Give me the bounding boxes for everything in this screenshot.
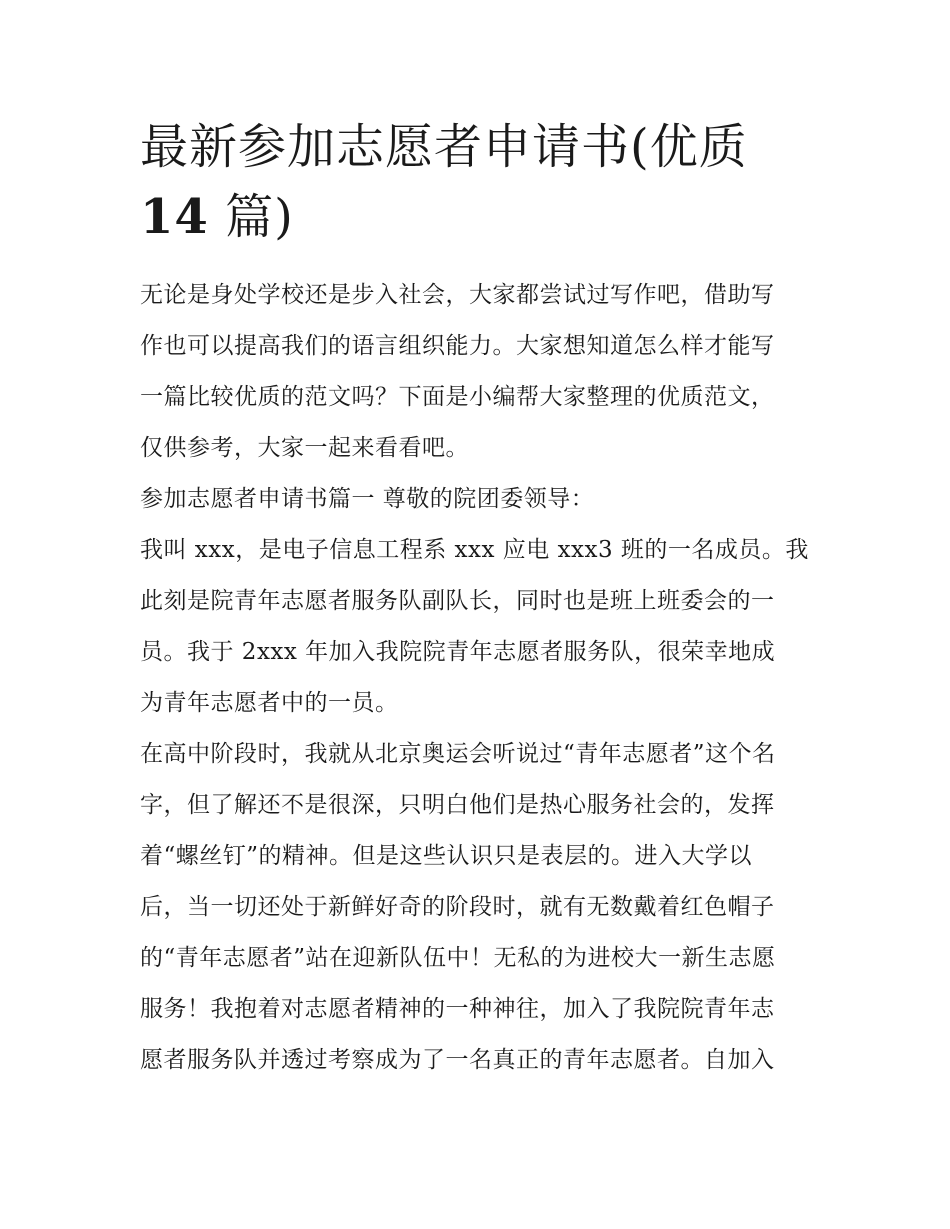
document-title xyxy=(140,112,812,252)
title-line-2 xyxy=(140,182,812,252)
paragraph-line: 员。我于 2xxx 年加入我院院青年志愿者服务队，很荣幸地成 xyxy=(140,639,776,665)
document-body xyxy=(140,270,812,1086)
paragraph-line: 字，但了解还不是很深，只明白他们是热心服务社会的，发挥 xyxy=(140,792,775,818)
title-line-2-text: 篇) xyxy=(225,189,294,245)
paragraph-self-intro xyxy=(140,525,812,729)
document-page xyxy=(140,112,812,1086)
paragraph-salutation xyxy=(140,474,812,525)
paragraph-story xyxy=(140,729,812,1086)
paragraph-line: 愿者服务队并透过考察成为了一名真正的青年志愿者。自加入 xyxy=(140,1047,775,1073)
paragraph-line: 此刻是院青年志愿者服务队副队长，同时也是班上班委会的一 xyxy=(140,588,775,614)
paragraph-intro xyxy=(140,270,812,474)
paragraph-line: 的“青年志愿者”站在迎新队伍中！无私的为进校大一新生志愿 xyxy=(140,945,776,971)
paragraph-line: 作也可以提高我们的语言组织能力。大家想知道怎么样才能写 xyxy=(140,333,775,359)
paragraph-line: 我叫 xxx，是电子信息工程系 xxx 应电 xxx3 班的一名成员。我 xyxy=(140,537,809,563)
title-number: 14 xyxy=(140,189,209,245)
paragraph-line: 服务！我抱着对志愿者精神的一种神往，加入了我院院青年志 xyxy=(140,996,775,1022)
paragraph-line: 着“螺丝钉”的精神。但是这些认识只是表层的。进入大学以 xyxy=(140,843,753,869)
paragraph-line: 仅供参考，大家一起来看看吧。 xyxy=(140,435,469,461)
paragraph-line: 在高中阶段时，我就从北京奥运会听说过“青年志愿者”这个名 xyxy=(140,741,776,767)
paragraph-line: 后，当一切还处于新鲜好奇的阶段时，就有无数戴着红色帽子 xyxy=(140,894,775,920)
paragraph-line: 参加志愿者申请书篇一 尊敬的院团委领导： xyxy=(140,486,595,512)
paragraph-line: 为青年志愿者中的一员。 xyxy=(140,690,399,716)
paragraph-line: 一篇比较优质的范文吗？下面是小编帮大家整理的优质范文， xyxy=(140,384,775,410)
paragraph-line: 无论是身处学校还是步入社会，大家都尝试过写作吧，借助写 xyxy=(140,282,775,308)
title-line-1: 最新参加志愿者申请书(优质 xyxy=(140,119,748,175)
